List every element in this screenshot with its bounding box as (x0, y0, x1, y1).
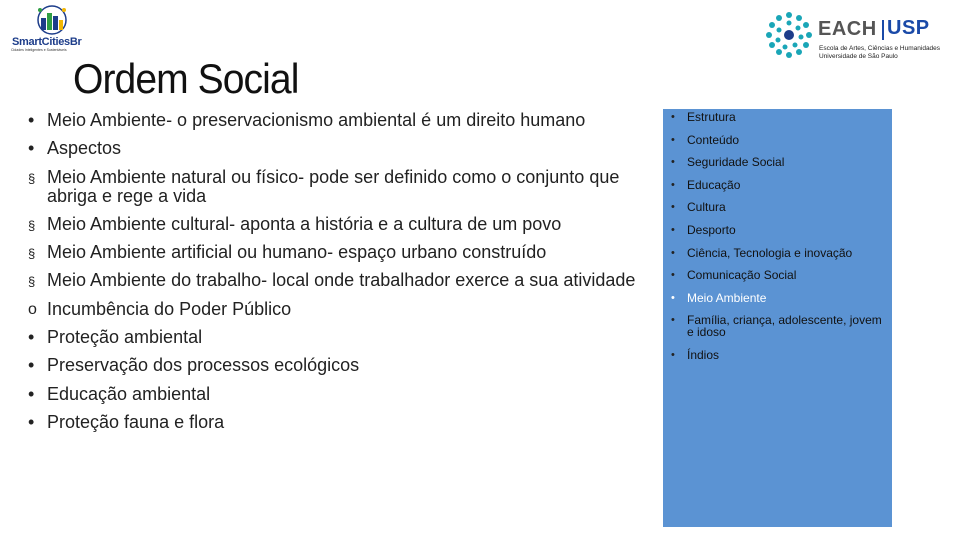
logo-brand-text: SmartCitiesBr (12, 36, 82, 48)
list-item-text: Proteção ambiental (47, 327, 203, 348)
topic-item (671, 111, 886, 123)
list-item (28, 168, 638, 206)
topic-item (671, 269, 886, 281)
list-item-text: Meio Ambiente natural ou físico- pode ser definido como o conjunto que abriga e rege a vida (47, 166, 620, 206)
topic-text: Família, criança, adolescente, jovem e idoso (687, 313, 882, 340)
each-wordmark: EACH (818, 18, 877, 40)
topics-panel (663, 109, 892, 527)
topic-item (671, 247, 886, 259)
topic-text: Seguridade Social (687, 155, 785, 170)
bullet-icon: • (28, 383, 35, 404)
square-bullet-icon: § (28, 274, 36, 290)
list-item (28, 300, 638, 319)
topic-item (671, 224, 886, 236)
smartcitiesbr-logo (8, 4, 100, 54)
bullet-icon: • (671, 348, 675, 361)
topic-text: Ciência, Tecnologia e inovação (687, 245, 853, 260)
city-skyline-icon (30, 4, 74, 36)
list-item (28, 271, 638, 290)
topics-list (671, 111, 886, 372)
list-item-text: Preservação dos processos ecológicos (47, 355, 360, 376)
logo-divider (882, 20, 884, 40)
slide-title: Ordem Social (73, 55, 299, 102)
topic-text: Conteúdo (687, 132, 740, 147)
bullet-icon: • (671, 223, 675, 236)
list-item (28, 111, 638, 130)
bullet-icon: • (28, 138, 35, 159)
logo-subtitle-line2: Universidade de São Paulo (819, 53, 898, 60)
topic-item (671, 179, 886, 191)
bullet-icon: • (671, 133, 675, 146)
main-bullet-list (28, 111, 638, 441)
bullet-icon: • (671, 201, 675, 214)
list-item (28, 243, 638, 262)
list-item (28, 139, 638, 158)
topic-item (671, 349, 886, 361)
list-item-text: Meio Ambiente do trabalho- local onde trabalhador exerce a sua atividade (47, 270, 636, 291)
logo-tagline: Cidades Inteligentes e Sustentáveis (11, 48, 67, 52)
each-circle-icon (764, 10, 814, 60)
list-item-text: Meio Ambiente artificial ou humano- espaço urbano construído (47, 242, 547, 263)
list-item-text: Proteção fauna e flora (47, 411, 225, 432)
topic-text: Comunicação Social (687, 268, 797, 283)
topic-item (671, 314, 886, 338)
bullet-icon: • (28, 355, 35, 376)
bullet-icon: • (28, 411, 35, 432)
bullet-icon: • (671, 111, 675, 123)
list-item (28, 356, 638, 375)
logo-subtitle-line1: Escola de Artes, Ciências e Humanidades (819, 45, 941, 52)
topic-text: Índios (687, 347, 720, 362)
list-item (28, 385, 638, 404)
topic-text: Cultura (687, 200, 726, 215)
square-bullet-icon: § (28, 170, 36, 186)
topic-item (671, 201, 886, 213)
list-item-text: Meio Ambiente cultural- aponta a história e a cultura de um povo (47, 213, 562, 234)
bullet-icon: • (671, 246, 675, 259)
square-bullet-icon: § (28, 246, 36, 262)
bullet-icon: • (671, 156, 675, 169)
topic-text: Desporto (687, 222, 736, 237)
topic-text: Meio Ambiente (687, 290, 767, 305)
list-item (28, 413, 638, 432)
bullet-icon: • (28, 327, 35, 348)
usp-wordmark: USP (887, 17, 930, 39)
topic-text: Estrutura (687, 110, 736, 124)
topic-item (671, 156, 886, 168)
list-item (28, 328, 638, 347)
bullet-icon: • (671, 269, 675, 282)
bullet-icon: • (671, 291, 675, 304)
list-item-text: Aspectos (47, 138, 122, 159)
topic-item-highlighted (671, 292, 886, 304)
square-bullet-icon: § (28, 217, 36, 233)
bullet-icon: • (671, 178, 675, 191)
list-item-text: Meio Ambiente- o preservacionismo ambiental é um direito humano (47, 110, 586, 130)
topic-item (671, 134, 886, 146)
bullet-icon: • (671, 314, 675, 327)
list-item-text: Incumbência do Poder Público (47, 298, 292, 319)
list-item-text: Educação ambiental (47, 383, 211, 404)
each-usp-logo (764, 8, 954, 62)
list-item (28, 215, 638, 234)
circle-bullet-icon: o (28, 300, 37, 318)
bullet-icon: • (28, 110, 35, 130)
topic-text: Educação (687, 177, 741, 192)
